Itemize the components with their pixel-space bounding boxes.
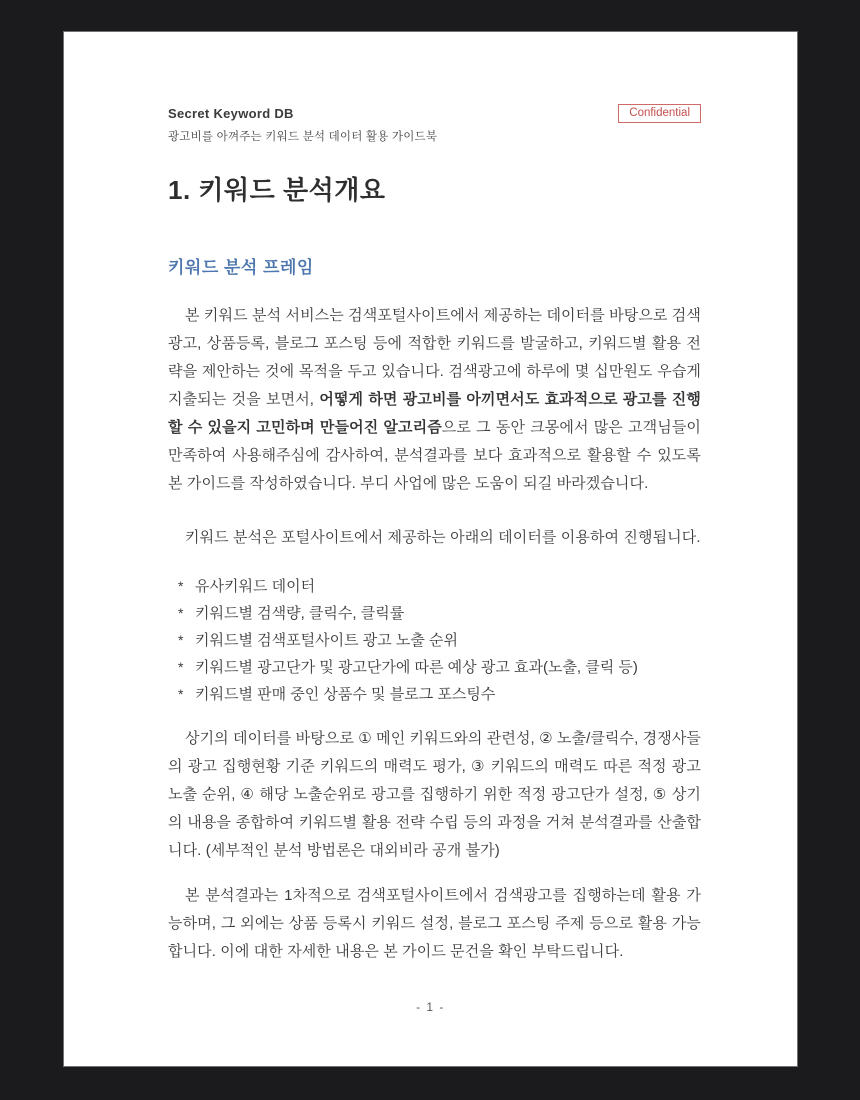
asterisk-marker: * — [178, 686, 184, 702]
list-item — [178, 627, 701, 654]
list-item — [178, 681, 701, 708]
intro-text-bold: 어떻게 하면 광고비를 아끼면서도 효과적으로 광고를 진행할 수 있을지 고민하며 만들어진 알고리즘 — [168, 391, 701, 436]
asterisk-marker: * — [178, 659, 184, 675]
paragraph-data-sources: 키워드 분석은 포털사이트에서 제공하는 아래의 데이터를 이용하여 진행됩니다. — [185, 529, 701, 546]
asterisk-marker: * — [178, 632, 184, 648]
data-source-list — [168, 573, 701, 708]
list-item-label: 키워드별 판매 중인 상품수 및 블로그 포스팅수 — [195, 686, 496, 703]
confidential-stamp: Confidential — [618, 104, 701, 123]
intro-text-after: 으로 그 동안 크몽에서 많은 고객님들이 만족하여 사용해주심에 감사하여, 분석결과를 보다 효과적으로 활용할 수 있도록 본 가이드를 작성하였습니다. 부디 사업에 많은 도움이 되길 바라겠습니다. — [168, 419, 701, 492]
paragraph-usage: 본 분석결과는 1차적으로 검색포털사이트에서 검색광고를 집행하는데 활용 가능하며, 그 외에는 상품 등록시 키워드 설정, 블로그 포스팅 주제 등으로 활용 가능합니다. 이에 대한 자세한 내용은 본 가이드 문건을 확인 부탁드립니다. — [168, 887, 701, 960]
section-title: 1. 키워드 분석개요 — [168, 175, 386, 205]
doc-series-title: Secret Keyword DB — [168, 106, 294, 121]
list-item — [178, 573, 701, 600]
document-header-left — [168, 106, 437, 144]
list-item — [178, 600, 701, 627]
paragraph-intro — [168, 302, 701, 498]
paragraph-process: 상기의 데이터를 바탕으로 ① 메인 키워드와의 관련성, ② 노출/클릭수, 경쟁사들의 광고 집행현황 기준 키워드의 매력도 평가, ③ 키워드의 매력도 따른 적정 광고 노출 순위, ④ 해당 노출순위로 광고를 집행하기 위한 적정 광고단가 설정, ⑤ 상기의 내용을 종합하여 키워드별 활용 전략 수립 등의 과정을 거쳐 분석결과를 산출합니다. (세부적인 분석 방법론은 대외비라 공개 불가) — [168, 730, 702, 859]
intro-text-before: 본 키워드 분석 서비스는 검색포털사이트에서 제공하는 데이터를 바탕으로 검색광고, 상품등록, 블로그 포스팅 등에 적합한 키워드를 발굴하고, 키워드별 활용 전략을 제안하는 것에 목적을 두고 있습니다. 검색광고에 하루에 몇 십만원도 우습게 지출되는 것을 보면서, — [168, 307, 701, 408]
asterisk-marker: * — [178, 578, 184, 594]
page-number: - 1 - — [416, 1000, 445, 1014]
list-item-label: 키워드별 광고단가 및 광고단가에 따른 예상 광고 효과(노출, 클릭 등) — [195, 659, 638, 676]
list-item-label: 키워드별 검색량, 클릭수, 클릭률 — [195, 605, 405, 622]
document-page — [64, 32, 797, 1066]
list-item-label: 키워드별 검색포털사이트 광고 노출 순위 — [195, 632, 459, 649]
subsection-title: 키워드 분석 프레임 — [168, 258, 314, 277]
document-header — [168, 106, 701, 144]
list-item-label: 유사키워드 데이터 — [195, 578, 316, 595]
doc-series-subtitle: 광고비를 아껴주는 키워드 분석 데이터 활용 가이드북 — [168, 131, 438, 143]
asterisk-marker: * — [178, 605, 184, 621]
list-item — [178, 654, 701, 681]
